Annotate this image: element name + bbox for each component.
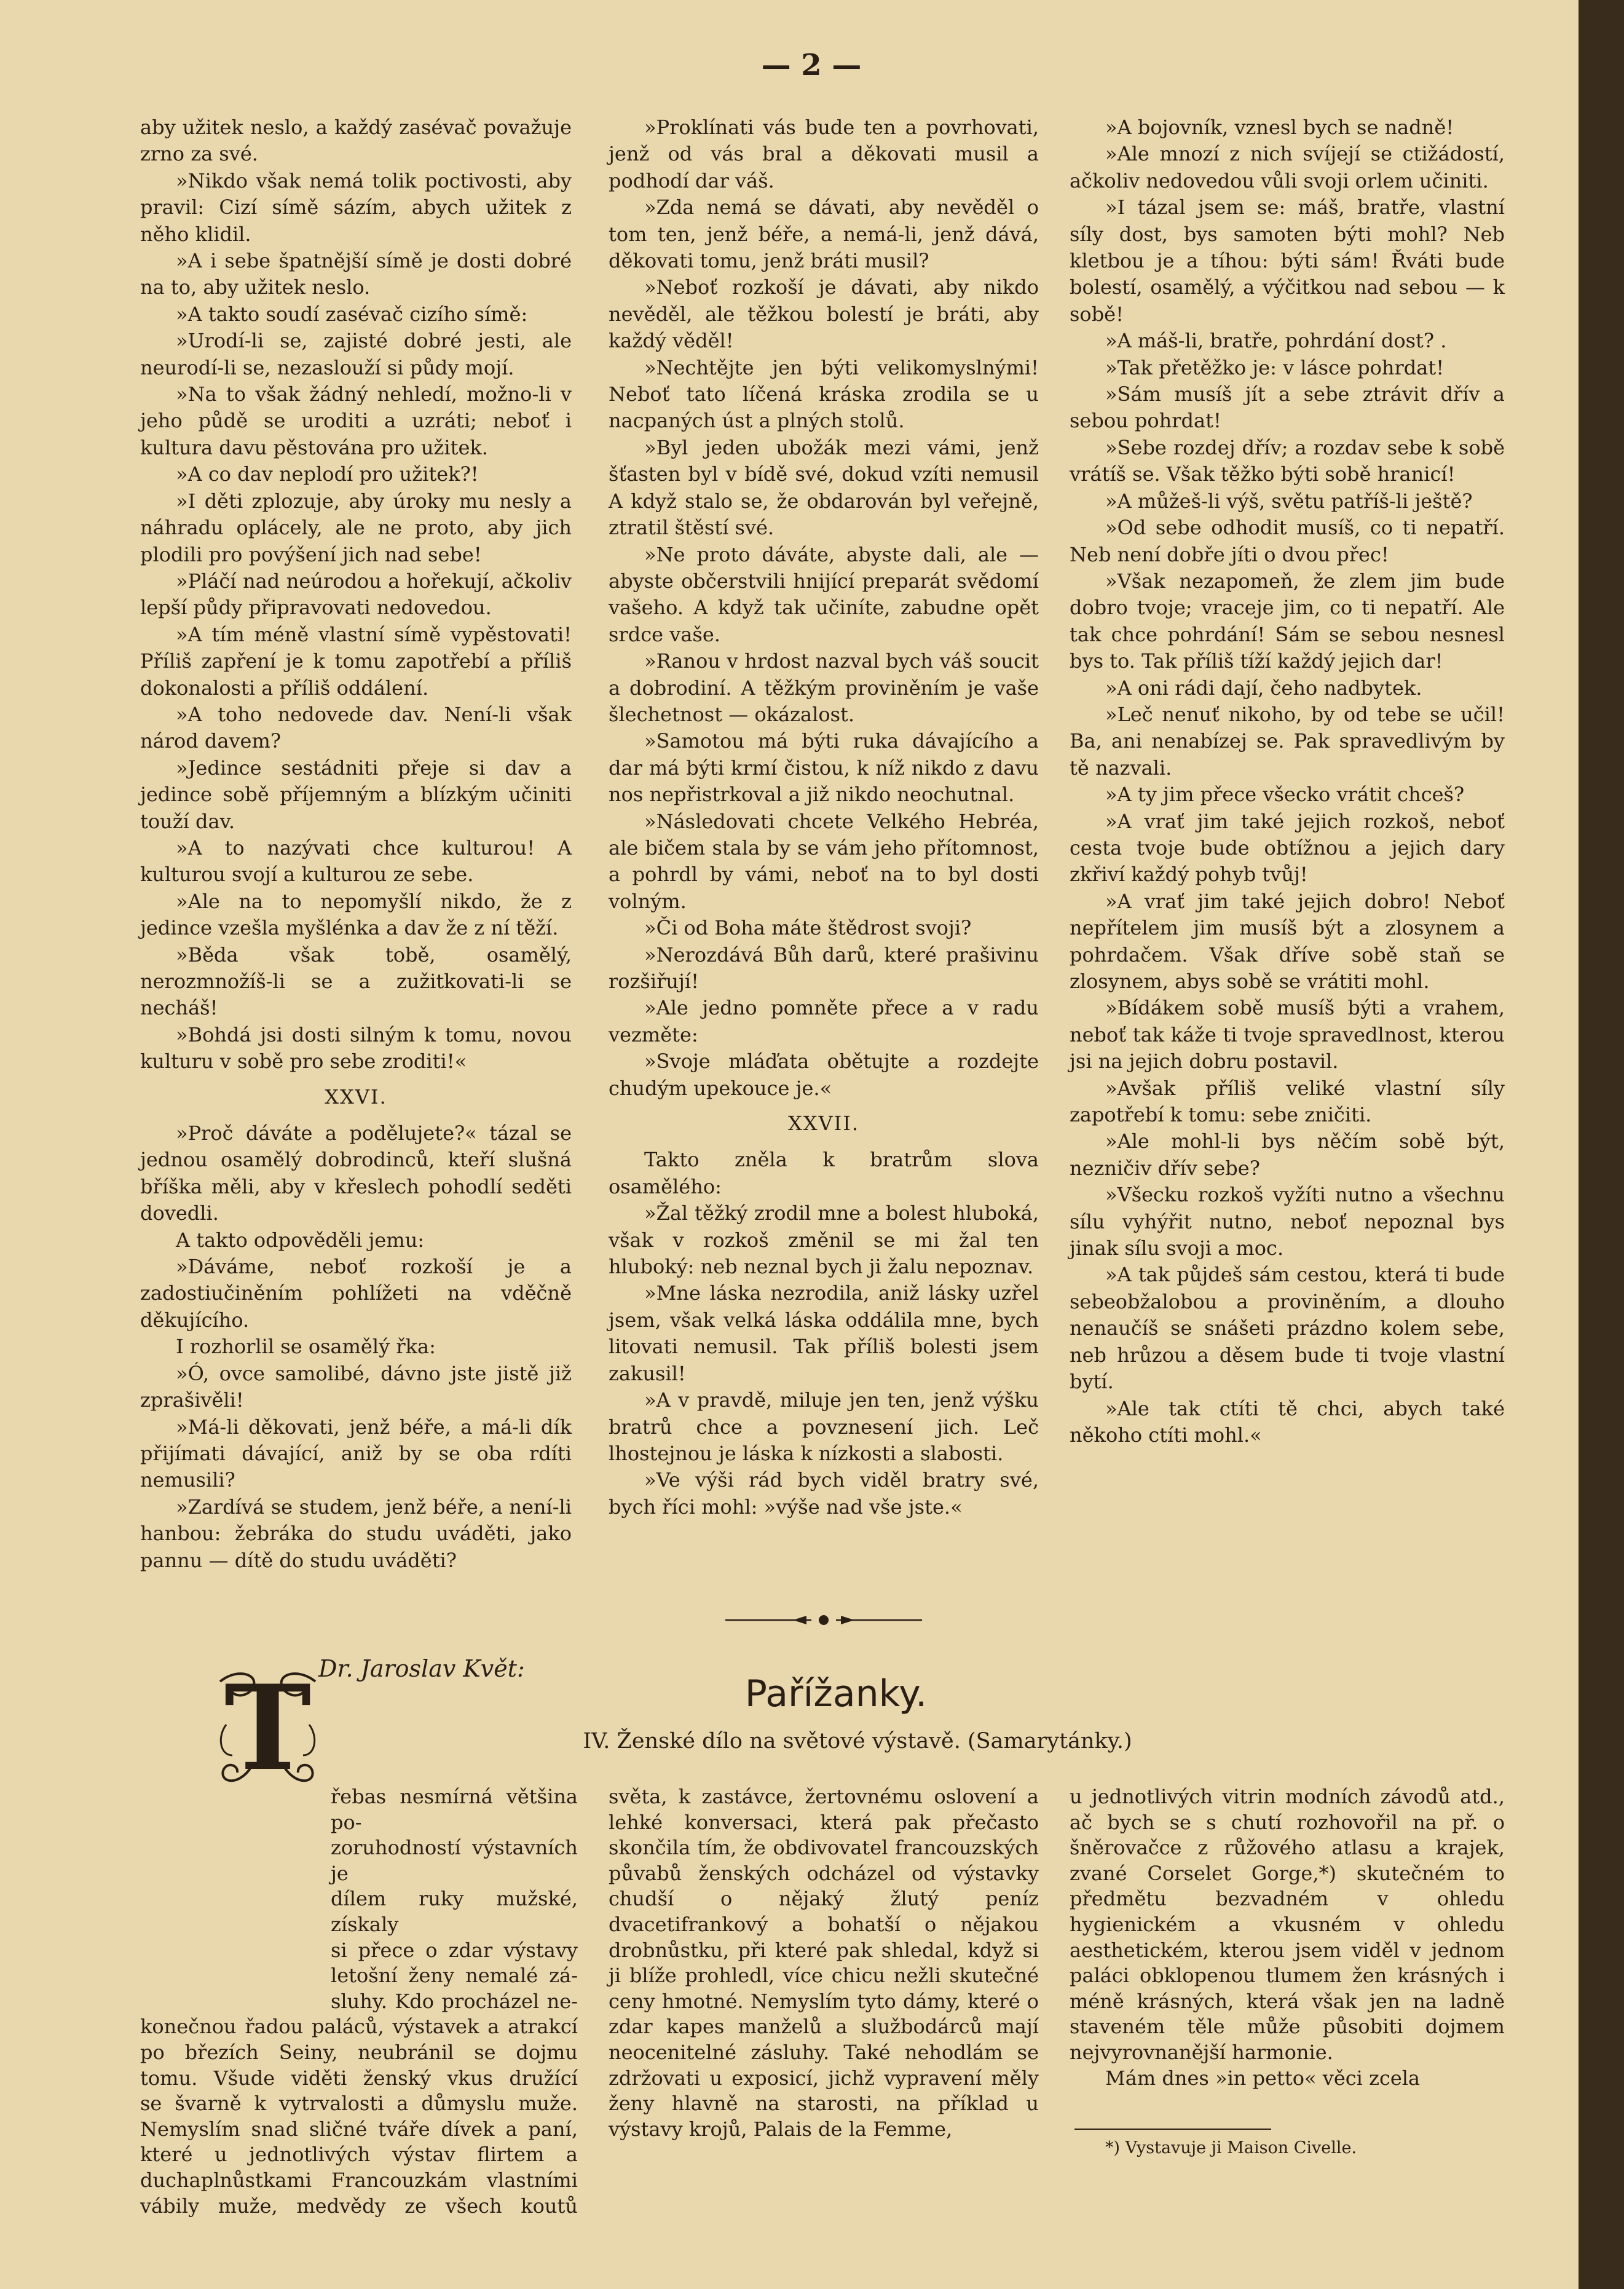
article-column-1 [140, 1784, 578, 2219]
paragraph: »Nechtějte jen býti velikomyslnými! Neboť tato líčená kráska zrodila se u nacpaných úst a plných stolů. [609, 355, 1039, 433]
column-3-text [1070, 114, 1505, 1449]
paragraph: »Následovati chcete Velkého Hebréa, ale bičem stala by se vám jeho přítomnost, a pohrdl by vámi, neboť na to byl dosti volným. [609, 809, 1039, 913]
paragraph: »Zda nemá se dávati, aby nevěděl o tom ten, jenž béře, a nemá-li, jenž dává, děkovati tomu, jenž bráti musil? [609, 196, 1039, 273]
paragraph: »A v pravdě, miluje jen ten, jenž výšku bratrů chce a povznesení jich. Leč lhostejnou je láska k nízkosti a slabosti. [609, 1388, 1039, 1465]
column-2-text-a [609, 114, 1039, 1102]
section-heading-xxvi: XXVI. [325, 1085, 387, 1109]
paragraph: »A vrať jim také jejich rozkoš, neboť cesta tvoje bude obtížnou a jejich dary zkřiví každý pohyb tvůj! [1070, 809, 1505, 887]
article-line: duchaplnůstkami Francouzkám vlastními [140, 2168, 578, 2192]
paragraph: »Proč dáváte a podělujete?« tázal se jednou osamělý dobrodinců, kteří slušná bříška měli, aby v křeslech pohodlí seděti dovedli. [140, 1121, 572, 1225]
paragraph: »A máš-li, bratře, pohrdání dost? . [1105, 329, 1447, 353]
paragraph: »Proklínati vás bude ten a povrhovati, jenž od vás bral a děkovati musil a podhodí dar váš. [609, 116, 1039, 192]
paragraph: »A vrať jim také jejich dobro! Neboť nepřítelem jim musíš být a zlosynem a pohrdačem. Však dříve sobě staň se zlosynem, abys sobě se vrátiti mohl. [1070, 889, 1505, 993]
paragraph: »Od sebe odhodit musíš, co ti nepatří. Neb není dobře jíti o dvou přec! [1070, 516, 1505, 566]
article-line: Nemyslím snad sličné tváře dívek a paní, [140, 2117, 578, 2141]
paragraph: »A ty jim přece všecko vrátit chceš? [1105, 783, 1465, 807]
article-line: dílem ruky mužské, získaly [331, 1887, 578, 1936]
paragraph: »Či od Boha máte štědrost svoji? [644, 916, 972, 940]
binding-edge [1579, 0, 1624, 2289]
article-column-3 [1070, 1784, 1505, 2091]
column-3 [1070, 114, 1505, 1449]
column-1-text-a [140, 114, 572, 1075]
paragraph: »Ale jedno pomněte přece a v radu vezměte: [609, 996, 1039, 1046]
article-line: letošní ženy nemalé zá- [331, 1964, 578, 1988]
paragraph: »Mne láska nezrodila, aniž lásky uzřel jsem, však velká láska oddálila mne, bych litovati nemusil. Tak příliš bolesti jsem zakusil! [609, 1281, 1039, 1385]
paragraph: »Nikdo však nemá tolik poctivosti, aby pravil: Cizí símě sázím, abych užitek z něho klidil. [140, 168, 572, 246]
paragraph: »Všecku rozkoš vyžíti nutno a všechnu sílu vyhýřit nutno, neboť nepoznal bys jinak sílu svoji a moc. [1070, 1183, 1505, 1260]
article-line: konečnou řadou paláců, výstavek a atrakcí [140, 2015, 578, 2039]
paragraph: »Však nezapomeň, že zlem jim bude dobro tvoje; vraceje jim, co ti nepatří. Ale tak chce pohrdání! Sám se sebou nesnesl bys to. Tak příliš tíží každý jejich dar! [1070, 569, 1505, 673]
article-paragraph: světa, k zastávce, žertovnému oslovení a lehké konversaci, která pak přečasto skončila tím, že obdivovatel francouzských půvabů ženských odcházel od výstavky chudší o nějaký žlutý peníz dvacetifrankový a bohatší o nějakou drobnůstku, při které pak shledal, když si ji blíže prohledl, více chicu nežli skutečné ceny hmotné. Nemyslím tyto dámy, které o zdar kapes manželů a službodárců mají neocenitelné zásluhy. Také nehodlám se zdržovati u exposicí, jichž vypravení měly ženy hlavně na starosti, na příklad u výstavy krojů, Palais de la Femme, [609, 1785, 1039, 2141]
page-number: — 2 — [761, 48, 862, 82]
paragraph: »Jedince sestádniti přeje si dav a jedince sobě příjemným a blízkým učiniti touží dav. [140, 756, 572, 833]
paragraph: »Ve výši rád bych viděl bratry své, bych říci mohl: »výše nad vše jste.« [609, 1468, 1039, 1519]
paragraph: »Nerozdává Bůh darů, které prašivinu rozšiřují! [609, 943, 1039, 993]
paragraph: Takto zněla k bratrům slova osamělého: [609, 1148, 1039, 1198]
paragraph: »A tak půjdeš sám cestou, která ti bude sebeobžalobou a proviněním, a dlouho nenaučíš se snášeti prázdno kolem sebe, neb hrůzou a děsem bude ti tvoje vlastní bytí. [1070, 1263, 1505, 1394]
paragraph: »Avšak příliš veliké vlastní síly zapotřebí k tomu: sebe zničiti. [1070, 1076, 1505, 1127]
paragraph: »Tak přetěžko je: v lásce pohrdat! [1105, 355, 1445, 379]
paragraph: »Sám musíš jít a sebe ztrávit dřív a sebou pohrdat! [1070, 382, 1505, 433]
paragraph: »Ale mohl-li bys něčím sobě být, nezničiv dřív sebe? [1070, 1129, 1505, 1180]
article-line: řebas nesmírná většina po- [331, 1785, 578, 1834]
article-line: tomu. Všude viděti ženský vkus družící [140, 2066, 578, 2090]
article-title: Pařížanky. [744, 1672, 928, 1715]
paragraph: »Urodí-li se, zajisté dobré jesti, ale neurodí-li se, nezaslouží si půdy mojí. [140, 329, 572, 379]
column-2 [609, 114, 1039, 1520]
article-author: Dr. Jaroslav Květ: [318, 1655, 525, 1682]
paragraph: »Na to však žádný nehledí, možno-li v jeho půdě se uroditi a uzráti; neboť i kultura davu pěstována pro užitek. [140, 382, 572, 459]
drop-cap [214, 1659, 321, 1797]
paragraph: »I tázal jsem se: máš, bratře, vlastní síly dost, bys samoten býti mohl? Neb kletbou je a tíhou: býti sám! Řváti bude bolestí, osamělý, a výčitkou nad sebou — k sobě! [1070, 196, 1505, 326]
article-line: které u jednotlivých výstav flirtem a [140, 2143, 578, 2167]
drop-cap-letter: T [224, 1659, 312, 1797]
paragraph: »A takto soudí zasévač cizího símě: [176, 302, 528, 326]
paragraph: »A i sebe špatnější símě je dosti dobré na to, aby užitek neslo. [140, 249, 572, 299]
article-line: vábily muže, medvědy ze všech koutů [140, 2194, 578, 2218]
article-line: po březích Seiny, neubránil se dojmu [140, 2040, 578, 2064]
paragraph: »Byl jeden ubožák mezi vámi, jenž šťasten byl v bídě své, dokud vzíti nemusil A když stalo se, že obdarován byl veřejně, ztratil štěstí své. [609, 435, 1039, 540]
paragraph: A takto odpověděli jemu: [176, 1228, 425, 1252]
paragraph: »Ale tak ctíti tě chci, abych také někoho ctíti mohl.« [1070, 1396, 1505, 1447]
paragraph: »Zardívá se studem, jenž béře, a není-li hanbou: žebráka do studu uváděti, jako pannu — dítě do studu uváděti? [140, 1495, 572, 1572]
article-line: se švarně k vytrvalosti a důmyslu muže. [140, 2092, 578, 2116]
article-line: zoruhodností výstavních je [331, 1836, 578, 1885]
ornament-divider [725, 1611, 922, 1629]
paragraph: »Pláčí nad neúrodou a hořekují, ačkoliv lepší půdy připravovati nedovedou. [140, 569, 572, 620]
paragraph: »Ale na to nepomyšlí nikdo, že z jedince vzešla myšlénka a dav že z ní těží. [140, 889, 572, 940]
paragraph: »Dáváme, neboť rozkoší je a zadostiučiněním pohlížeti na vděčně děkujícího. [140, 1255, 572, 1332]
paragraph: »A to nazývati chce kulturou! A kulturou svojí a kulturou ze sebe. [140, 836, 572, 887]
paragraph: »Běda však tobě, osamělý, nerozmnožíš-li se a zužitkovati-li se necháš! [140, 943, 572, 1020]
footnote: *) Vystavuje ji Maison Civelle. [1105, 2138, 1357, 2157]
paragraph: »Leč nenuť nikoho, by od tebe se učil! Ba, ani nenabízej se. Pak spravedlivým by tě nazvali. [1070, 702, 1505, 780]
paragraph: »Svoje mláďata obětujte a rozdejte chudým upekouce je.« [609, 1050, 1039, 1100]
paragraph: »Neboť rozkoší je dávati, aby nikdo nevěděl, ale těžkou bolestí je bráti, aby každý věděl! [609, 275, 1039, 353]
paragraph: »A tím méně vlastní símě vypěstovati! Příliš zapření je k tomu zapotřebí a příliš dokonalosti a příliš oddálení. [140, 622, 572, 700]
paragraph: »Bídákem sobě musíš býti a vrahem, neboť tak káže ti tvoje spravedlnost, kterou jsi na jejich dobru postavil. [1070, 996, 1505, 1073]
footnote-rule [1074, 2129, 1271, 2130]
paragraph: »A toho nedovede dav. Není-li však národ davem? [140, 702, 572, 753]
article-subtitle: IV. Ženské dílo na světové výstavě. (Samarytánky.) [583, 1729, 1132, 1753]
paragraph: I rozhorlil se osamělý řka: [176, 1335, 436, 1359]
paragraph: »Má-li děkovati, jenž béře, a má-li dík přijímati dávající, aniž by se oba rdíti nemusili? [140, 1415, 572, 1492]
paragraph: »Samotou má býti ruka dávajícího a dar má býti krmí čistou, k níž nikdo z davu nos nepřistrkoval a již nikdo neochutnal. [609, 729, 1039, 807]
paragraph: »Bohdá jsi dosti silným k tomu, novou kulturu v sobě pro sebe zroditi!« [140, 1022, 572, 1073]
article-paragraph: Mám dnes »in petto« věci zcela [1105, 2066, 1421, 2090]
paragraph: »A oni rádi dají, čeho nadbytek. [1105, 676, 1422, 700]
paragraph: aby užitek neslo, a každý zasévač považuje zrno za své. [140, 116, 572, 166]
paragraph: »A co dav neplodí pro užitek?! [176, 462, 479, 486]
article-paragraph: u jednotlivých vitrin modních závodů atd., ač bych se s chutí rozhovořil na př. o šněrovačce z růžového atlasu a krajek, zvané Corselet Gorge,*) skutečném to předmětu bezvadném v ohledu hygienickém a vkusném v ohledu aesthetickém, kterou jsem viděl v jednom paláci obklopenou tlumem žen krásných i méně krásných, která však jen na ladně staveném těle může působiti dojmem nejvyrovnanější harmonie. [1070, 1785, 1505, 2064]
column-2-text-b [609, 1147, 1039, 1520]
paragraph: »A bojovník, vznesl bych se nadně! [1105, 116, 1454, 139]
paragraph: »Ranou v hrdost nazval bych váš soucit a dobrodiní. A těžkým proviněním je vaše šlechetnost — okázalost. [609, 649, 1039, 726]
paragraph: »Žal těžký zrodil mne a bolest hluboká, však v rozkoš změnil se mi žal ten hluboký: neb neznal bych ji žalu nepoznav. [609, 1201, 1039, 1279]
section-heading-xxvii: XXVII. [787, 1112, 860, 1136]
article-line: sluhy. Kdo procházel ne- [331, 1989, 578, 2013]
paragraph: »Ne proto dáváte, abyste dali, ale — abyste občerstvili hnijící preparát svědomí vašeho. A když tak učiníte, zabudne opět srdce vaše. [609, 542, 1039, 646]
column-1-text-b [140, 1120, 572, 1574]
paragraph: »A můžeš-li výš, světu patříš-li ještě? [1105, 489, 1473, 513]
paragraph: »Sebe rozdej dřív; a rozdav sebe k sobě vrátíš se. Však těžko býti sobě hranicí! [1070, 435, 1505, 486]
paragraph: »I děti zplozuje, aby úroky mu nesly a náhradu oplácely, ale ne proto, aby jich plodili pro povýšení jich nad sebe! [140, 489, 572, 566]
paragraph: »Ale mnozí z nich svíjejí se ctižádostí, ačkoliv nedovedou vůli svoji orlem učiniti. [1070, 142, 1505, 192]
column-1 [140, 114, 572, 1574]
paragraph: »Ó, ovce samolibé, dávno jste jistě již zprašivěli! [140, 1361, 572, 1412]
article-line: si přece o zdar výstavy [331, 1938, 578, 1962]
article-column-2 [609, 1784, 1039, 2142]
